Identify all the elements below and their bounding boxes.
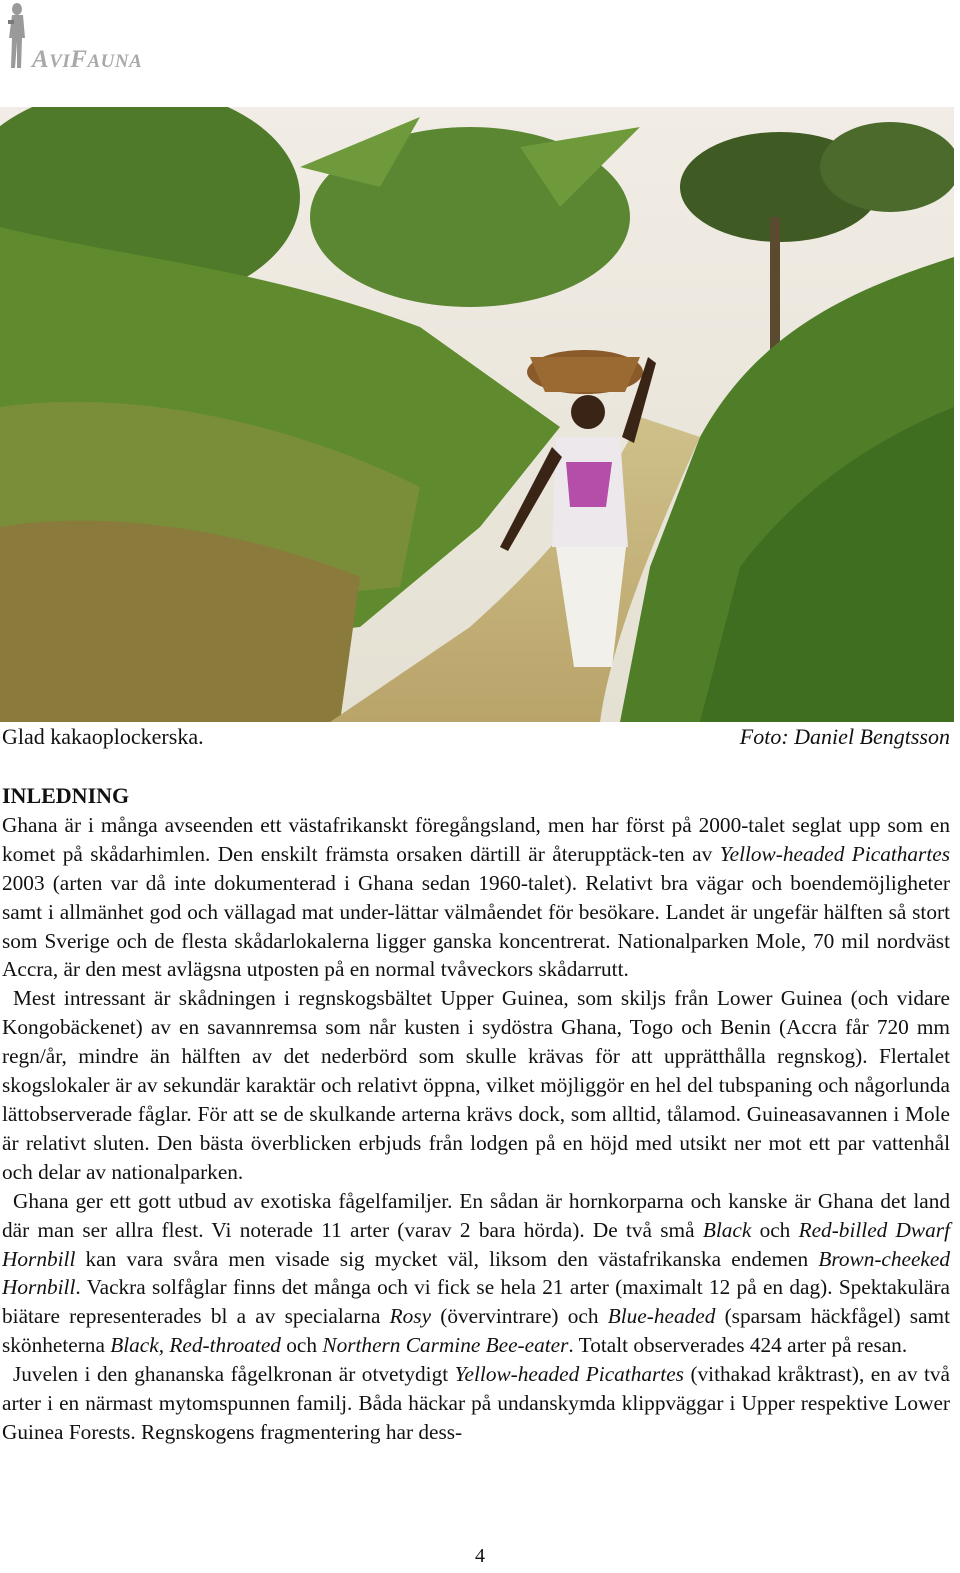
caption-text: Glad kakaoplockerska. [2, 724, 204, 749]
paragraph-4: Juvelen i den ghananska fågelkronan är otvetydigt Yellow-headed Picathartes (vithakad kråktrast), en av två arter i en närmast mytomspunnen familj. Båda häckar på undanskymda klippväggar i Upper respektive Lower Guinea Forests. Regnskogens fragmentering har dess- [2, 1362, 950, 1444]
paragraph-1: Ghana är i många avseenden ett västafrikanskt föregångsland, men har först på 2000-talet seglat upp som en komet på skådarhimlen. Den enskilt främsta orsaken därtill är återupptäck-ten av Yellow-headed Picathartes 2003 (arten var då inte dokumenterad i Ghana sedan 1960-talet). Relativt bra vägar och boendemöjligheter samt i allmänhet god och vällagad mat under-lättar välmåendet för besökare. Landet är ungefär hälften så stort som Sverige och de flesta skådarlokalerna ligger ganska koncentrerat. Nationalparken Mole, 70 mil nordväst Accra, är den mest avlägsna utposten på en normal tvåveckors skådarrutt. [2, 812, 950, 982]
article-body [2, 782, 950, 1447]
paragraph-2: Mest intressant är skådningen i regnskogsbältet Upper Guinea, som skiljs från Lower Guinea (och vidare Kongobäckenet) av en savannremsa som når kusten i sydöstra Ghana, Togo och Benin (Accra får 720 mm regn/år, mindre än hälften av det nederbörd som skulle krävas för att upprätthålla regnskog). Flertalet skogslokaler är av sekundär karaktär och relativt öppna, vilket möjliggör en hel del tubspaning och någorlunda lättobserverade fåglar. För att se de skulkande arterna krävs dock, som alltid, tålamod. Guineasavannen i Mole är relativt sluten. Den bästa överblicken erbjuds från lodgen på en höjd med utsikt ner mot ett par vattenhål och delar av nationalparken. [2, 986, 950, 1184]
paragraph-3: Ghana ger ett gott utbud av exotiska fågelfamiljer. En sådan är hornkorparna och kanske är Ghana det land där man ser allra flest. Vi noterade 11 arter (varav 2 bara hörda). De två små Black och Red-billed Dwarf Hornbill kan vara svåra men visade sig mycket väl, liksom den västafrikanska endemen Brown-cheeked Hornbill. Vackra solfåglar finns det många och vi fick se hela 21 arter (maximalt 12 på en dag). Spektakulära biätare representerades bl a av specialarna Rosy (övervintrare) och Blue-headed (sparsam häckfågel) samt skönheterna Black, Red-throated och Northern Carmine Bee-eater. Totalt observerades 424 arter på resan. [2, 1188, 951, 1358]
section-heading: INLEDNING [2, 783, 130, 808]
birdwatcher-silhouette-icon [4, 2, 30, 72]
photo-caption [2, 724, 950, 752]
avifauna-logo [2, 0, 202, 80]
photo-woman-with-basket [0, 107, 954, 722]
photo-credit: Foto: Daniel Bengtsson [739, 724, 950, 749]
logo-wordmark: AVIFAUNA [32, 46, 143, 73]
page-number: 4 [475, 1545, 485, 1567]
